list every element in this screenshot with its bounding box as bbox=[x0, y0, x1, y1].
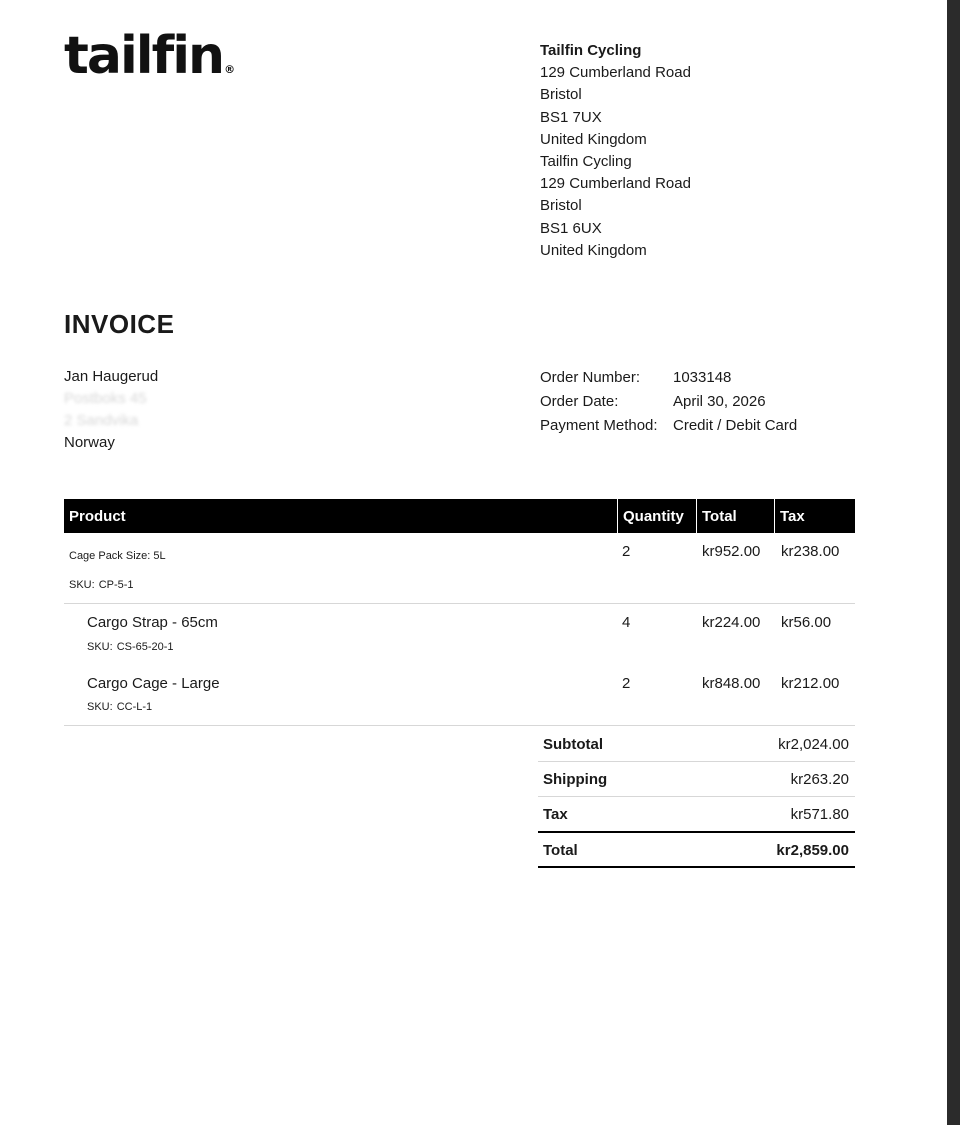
payment-method-value: Credit / Debit Card bbox=[673, 417, 798, 434]
row-total: kr952.00 bbox=[702, 543, 761, 560]
row-total: kr848.00 bbox=[702, 675, 761, 692]
payment-method-label: Payment Method: bbox=[540, 417, 658, 434]
tax-value: kr571.80 bbox=[790, 806, 849, 823]
row-quantity: 2 bbox=[622, 675, 631, 692]
row-quantity: 2 bbox=[622, 543, 631, 560]
subtotal-label: Subtotal bbox=[543, 736, 603, 753]
redacted-address-line: 2 Sandvika bbox=[64, 412, 139, 429]
tax-row bbox=[538, 797, 855, 831]
grand-total-row bbox=[538, 831, 855, 868]
company-address bbox=[540, 40, 691, 262]
registered-mark: ® bbox=[224, 63, 236, 76]
row-tax: kr212.00 bbox=[781, 675, 840, 692]
customer-country: Norway bbox=[64, 434, 115, 451]
subtotal-row bbox=[538, 727, 855, 762]
address-line: United Kingdom bbox=[540, 130, 647, 148]
shipping-value: kr263.20 bbox=[790, 771, 849, 788]
items-table bbox=[64, 499, 855, 726]
product-name: Cage Pack Size: 5L bbox=[69, 550, 166, 562]
header-divider bbox=[696, 499, 697, 533]
table-row bbox=[64, 533, 855, 604]
header-divider bbox=[774, 499, 775, 533]
product-name: Cargo Cage - Large bbox=[87, 675, 220, 692]
address-line: 129 Cumberland Road bbox=[540, 64, 691, 82]
tailfin-logo: tailfin® bbox=[64, 26, 236, 86]
customer-address bbox=[64, 366, 158, 454]
address-line: BS1 6UX bbox=[540, 219, 602, 237]
row-total: kr224.00 bbox=[702, 614, 761, 631]
address-line: 129 Cumberland Road bbox=[540, 175, 691, 193]
address-line: BS1 7UX bbox=[540, 108, 602, 126]
order-number-row bbox=[540, 366, 797, 390]
row-quantity: 4 bbox=[622, 614, 631, 631]
customer-name: Jan Haugerud bbox=[64, 368, 159, 385]
header-quantity: Quantity bbox=[623, 508, 684, 525]
product-name: Cargo Strap - 65cm bbox=[87, 614, 218, 631]
redacted-address-line: Postboks 45 bbox=[64, 390, 147, 407]
header-product: Product bbox=[69, 508, 126, 525]
total-label: Total bbox=[543, 842, 578, 859]
table-header bbox=[64, 499, 855, 533]
table-row bbox=[64, 604, 855, 726]
window-edge bbox=[947, 0, 960, 1125]
header-tax: Tax bbox=[780, 508, 805, 525]
address-line: Tailfin Cycling bbox=[540, 153, 632, 171]
order-date-value: April 30, 2026 bbox=[673, 393, 766, 410]
order-date-row bbox=[540, 390, 797, 414]
row-tax: kr56.00 bbox=[781, 614, 832, 631]
total-value: kr2,859.00 bbox=[776, 842, 849, 859]
subtotal-value: kr2,024.00 bbox=[778, 736, 849, 753]
shipping-row bbox=[538, 762, 855, 797]
payment-method-row bbox=[540, 414, 797, 438]
product-sku: SKU: CS-65-20-1 bbox=[87, 641, 174, 653]
company-name: Tailfin Cycling bbox=[540, 42, 642, 59]
header-divider bbox=[617, 499, 618, 533]
header-total: Total bbox=[702, 508, 737, 525]
totals-table bbox=[538, 727, 855, 868]
address-line: Bristol bbox=[540, 197, 582, 215]
address-line: United Kingdom bbox=[540, 241, 647, 259]
tax-label: Tax bbox=[543, 806, 568, 823]
address-line: Bristol bbox=[540, 86, 582, 104]
shipping-label: Shipping bbox=[543, 771, 608, 788]
order-date-label: Order Date: bbox=[540, 393, 619, 410]
row-tax: kr238.00 bbox=[781, 543, 840, 560]
order-number-value: 1033148 bbox=[673, 369, 732, 386]
product-sku: SKU: CP-5-1 bbox=[69, 579, 134, 591]
order-number-label: Order Number: bbox=[540, 369, 641, 386]
product-sku: SKU: CC-L-1 bbox=[87, 701, 153, 713]
order-meta bbox=[540, 366, 797, 438]
invoice-title: INVOICE bbox=[64, 309, 175, 339]
